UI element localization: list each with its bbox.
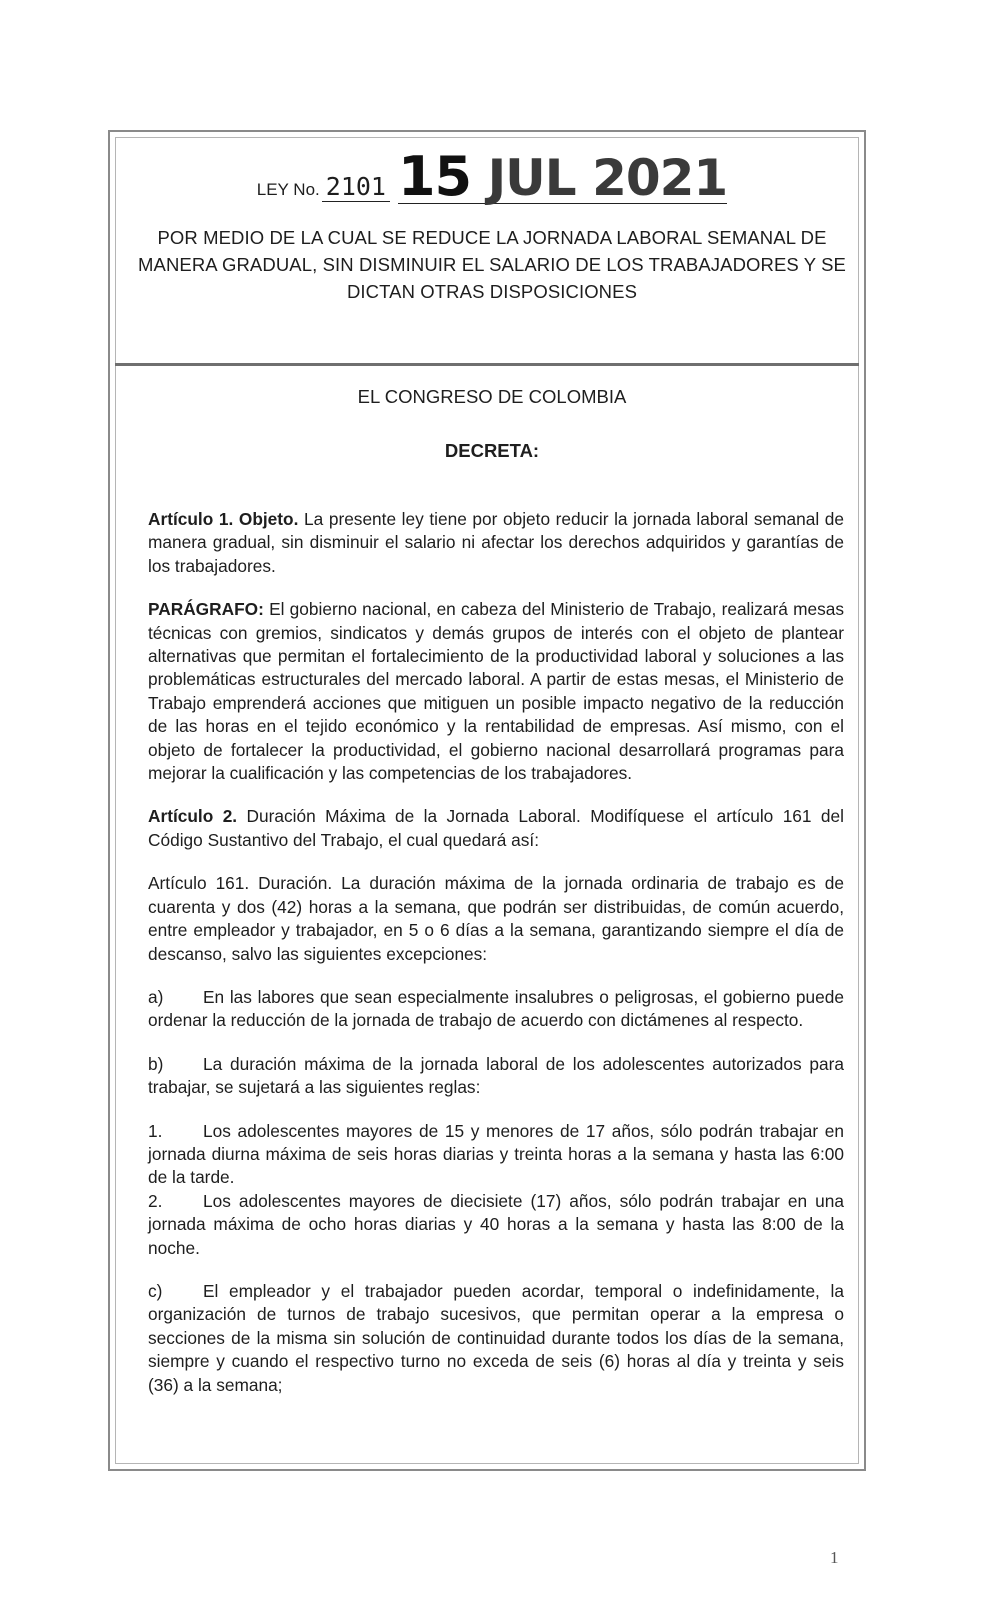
rule-2-text: Los adolescentes mayores de diecisiete (17) años, sólo podrán trabajar en una jornada máxima de ocho horas diarias y 40 horas a la semana y hasta las 8:00 de la noche.: [148, 1190, 844, 1258]
law-title: POR MEDIO DE LA CUAL SE REDUCE LA JORNADA LABORAL SEMANAL DE MANERA GRADUAL, SIN DISMINUIR EL SALARIO DE LOS TRABAJADORES Y SE DICTAN OTRAS DISPOSICIONES: [138, 227, 846, 302]
law-label: LEY No.: [256, 180, 320, 199]
article-1: [148, 508, 844, 578]
date-stamp: [397, 145, 728, 208]
page-number: 1: [830, 1548, 839, 1567]
stamp-day: 15: [397, 145, 472, 208]
article-2-text: Duración Máxima de la Jornada Laboral. Modifíquese el artículo 161 del Código Sustantivo del Trabajo, el cual quedará así:: [148, 806, 844, 850]
item-b: [148, 1053, 844, 1100]
item-c-text: El empleador y el trabajador pueden acordar, temporal o indefinidamente, la organización de turnos de trabajo sucesivos, que permitan operar a la empresa o secciones de la misma sin solución de continuidad durante todos los días de la semana, siempre y cuando el respectivo turno no exceda de seis (6) horas al día y treinta y seis (36) a la semana;: [148, 1280, 844, 1395]
rule-1-label: 1.: [148, 1120, 163, 1141]
article-1-heading: Artículo 1. Objeto.: [148, 509, 299, 529]
item-a-text: En las labores que sean especialmente insalubres o peligrosas, el gobierno puede ordenar la reducción de la jornada de trabajo de acuerdo con dictámenes al respecto.: [148, 986, 844, 1031]
law-number: 2101: [322, 172, 390, 202]
item-a-label: a): [148, 986, 164, 1007]
rule-1: [148, 1120, 844, 1190]
item-b-label: b): [148, 1053, 164, 1074]
item-a: [148, 986, 844, 1033]
header-divider: [115, 363, 859, 366]
rule-1-text: Los adolescentes mayores de 15 y menores de 17 años, sólo podrán trabajar en jornada diurna máxima de seis horas diarias y treinta horas a la semana y hasta las 6:00 de la tarde.: [148, 1120, 844, 1188]
stamp-month: JUL: [487, 149, 576, 207]
item-c-label: c): [148, 1280, 163, 1301]
article-1-text: La presente ley tiene por objeto reducir la jornada laboral semanal de manera gradual, sin disminuir el salario ni afectar los derechos adquiridos y garantías de los trabajadores.: [148, 509, 844, 576]
congress-heading: EL CONGRESO DE COLOMBIA: [357, 386, 627, 407]
article-161: Artículo 161. Duración. La duración máxima de la jornada ordinaria de trabajo es de cuarenta y dos (42) horas a la semana, que podrán ser distribuidas, de común acuerdo, entre empleador y trabajador, en 5 o 6 días a la semana, garantizando siempre el día de descanso, salvo las siguientes excepciones:: [148, 873, 844, 964]
law-body: [148, 508, 844, 1397]
article-2: [148, 805, 844, 852]
decreta-heading: DECRETA:: [444, 440, 540, 461]
article-2-heading: Artículo 2.: [148, 806, 238, 827]
law-number-line: [0, 145, 984, 208]
paragrafo-text: El gobierno nacional, en cabeza del Ministerio de Trabajo, realizará mesas técnicas con gremios, sindicatos y demás grupos de interés con el objeto de plantear alternativas que permitan el fortalecimiento de la productividad laboral y soluciones a las problemáticas estructurales del mercado laboral. A partir de estas mesas, el Ministerio de Trabajo emprenderá acciones que mitiguen un posible impacto negativo de la reducción de las horas en el tejido económico y la rentabilidad de empresas. Así mismo, con el objeto de fortalecer la productividad, el gobierno nacional desarrollará programas para mejorar la cualificación y las competencias de los trabajadores.: [148, 599, 844, 784]
paragrafo: [148, 598, 844, 785]
rule-2: [148, 1190, 844, 1260]
paragrafo-heading: PARÁGRAFO:: [148, 599, 264, 620]
item-b-text: La duración máxima de la jornada laboral de los adolescentes autorizados para trabajar, se sujetará a las siguientes reglas:: [148, 1053, 844, 1098]
rule-2-label: 2.: [148, 1190, 163, 1211]
item-c: [148, 1280, 844, 1397]
stamp-year: 2021: [592, 149, 728, 207]
